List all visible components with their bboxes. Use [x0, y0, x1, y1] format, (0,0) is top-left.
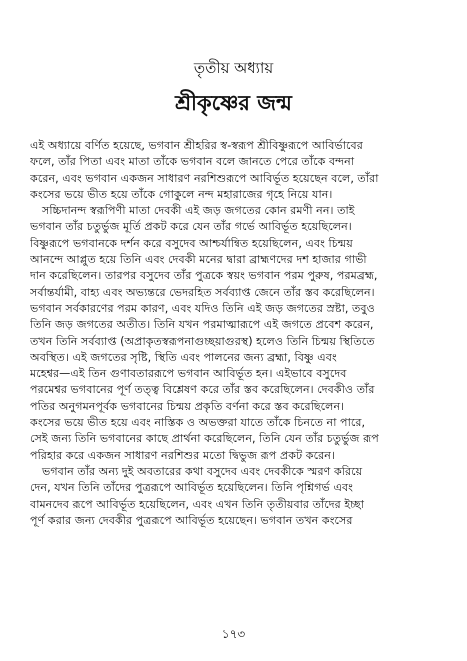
paragraph — [30, 138, 437, 203]
chapter-title: শ্রীকৃষ্ণের জন্ম — [175, 91, 292, 115]
text-line: কংসের ভয়ে ভীত হয়ে এবং নাস্তিক ও অভক্তরা যাতে তাঁকে চিনতে না পারে, — [30, 416, 366, 430]
text-line: করেন, এবং ভগবান একজন সাধারণ নরশিশুরূপে আবির্ভূত হয়েছেন বলে, তাঁরা — [30, 171, 379, 185]
text-line: পরিহার করে একজন সাধারণ নরশিশুর মতো দ্বিভুজ রূপ প্রকট করেন। — [30, 448, 335, 462]
text-line: দান করেছিলেন। তারপর বসুদেব তাঁর পুত্রকে স্বয়ং ভগবান পরম পুরুষ, পরমব্রহ্ম, — [30, 269, 378, 283]
text-line: পূর্ণ করার জন্য দেবকীর পুত্ররূপে আবির্ভূত হয়েছেন। ভগবান তখন কংসের — [30, 513, 353, 527]
text-line: কংসের ভয়ে ভীত হয়ে তাঁকে গোকুলে নন্দ মহারাজের গৃহে নিয়ে যান। — [30, 187, 333, 201]
text-line: এই অধ্যায়ে বর্ণিত হয়েছে, ভগবান শ্রীহরির স্ব-স্বরূপ শ্রীবিষ্ণুরূপে আবির্ভাবের — [30, 139, 363, 152]
text-line: ফলে, তাঁর পিতা এবং মাতা তাঁকে ভগবান বলে জানতে পেরে তাঁকে বন্দনা — [30, 155, 355, 169]
text-line: আনন্দে আপ্লুত হয়ে তিনি এবং দেবকী মনের দ্বারা ব্রাহ্মণদের দশ হাজার গাভী — [30, 253, 367, 267]
page-number: ১৭৩ — [221, 627, 246, 641]
text-line: দেন, যখন তিনি তাঁদের পুত্ররূপে আবির্ভূত হয়েছিলেন। তিনি পৃশ্নিগর্ভ এবং — [30, 481, 354, 495]
text-line: তিনি জড় জগতের অতীত। তিনি যখন পরমাত্মারূপে এই জগতে প্রবেশ করেন, — [30, 318, 374, 332]
text-line: বামনদেব রূপে আবির্ভূত হয়েছিলেন, এবং এখন তিনি তৃতীয়বার তাঁদের ইচ্ছা — [30, 497, 365, 511]
text-line: সর্বান্তর্যামী, বাহ্য এবং অভ্যন্তরে ভেদরহিত সর্বব্যাপ্ত জেনে তাঁর স্তব করেছিলেন। — [30, 285, 375, 299]
text-line: পরমেশ্বর ভগবানের পূর্ণ তত্ত্ব বিশ্লেষণ করে তাঁর স্তব করেছিলেন। দেবকীও তাঁর — [30, 383, 375, 397]
body-text — [30, 138, 437, 529]
text-line: ভগবান তাঁর অন্য দুই অবতারের কথা বসুদেব এবং দেবকীকে স্মরণ করিয়ে — [42, 464, 363, 478]
paragraph — [30, 203, 437, 464]
text-line: পতির অনুগমনপূর্বক ভগবানের চিন্ময় প্রকৃতি বর্ণনা করে স্তব করেছিলেন। — [30, 399, 345, 413]
paragraph — [30, 464, 437, 529]
text-line: সচ্চিদানন্দ স্বরূপিণী মাতা দেবকী এই জড় জগতের কোন রমণী নন। তাই — [42, 204, 355, 218]
text-line: ভগবান সর্বকারণের পরম কারণ, এবং যদিও তিনি এই জড় জগতের স্রষ্টা, তবুও — [30, 301, 375, 315]
text-line: ভগবান তাঁর চতুর্ভুজ মূর্তি প্রকট করে যেন তাঁর গর্ভে আবির্ভূত হয়েছিলেন। — [30, 220, 352, 234]
chapter-heading: তৃতীয় অধ্যায় — [193, 59, 274, 77]
text-line: সেই জন্য তিনি ভগবানের কাছে প্রার্থনা করেছিলেন, তিনি যেন তাঁর চতুর্ভুজ রূপ — [30, 432, 379, 446]
text-line: অবস্থিত। এই জগতের সৃষ্টি, স্থিতি এবং পালনের জন্য ব্রহ্মা, বিষ্ণু এবং — [30, 350, 337, 364]
text-line: বিষ্ণুরূপে ভগবানকে দর্শন করে বসুদেব আশ্চর্যান্বিত হয়েছিলেন, এবং চিন্ময় — [30, 236, 353, 250]
text-line: মহেশ্বর—এই তিন গুণাবতাররূপে ভগবান আবির্ভূত হন। এইভাবে বসুদেব — [30, 367, 347, 381]
text-line: তখন তিনি সর্বব্যাপ্ত (অপ্রাকৃতস্বরূপনাগুচ্ছয়াগুরস্থ) হলেও তিনি চিন্ময় স্থিতিতে — [30, 334, 375, 348]
